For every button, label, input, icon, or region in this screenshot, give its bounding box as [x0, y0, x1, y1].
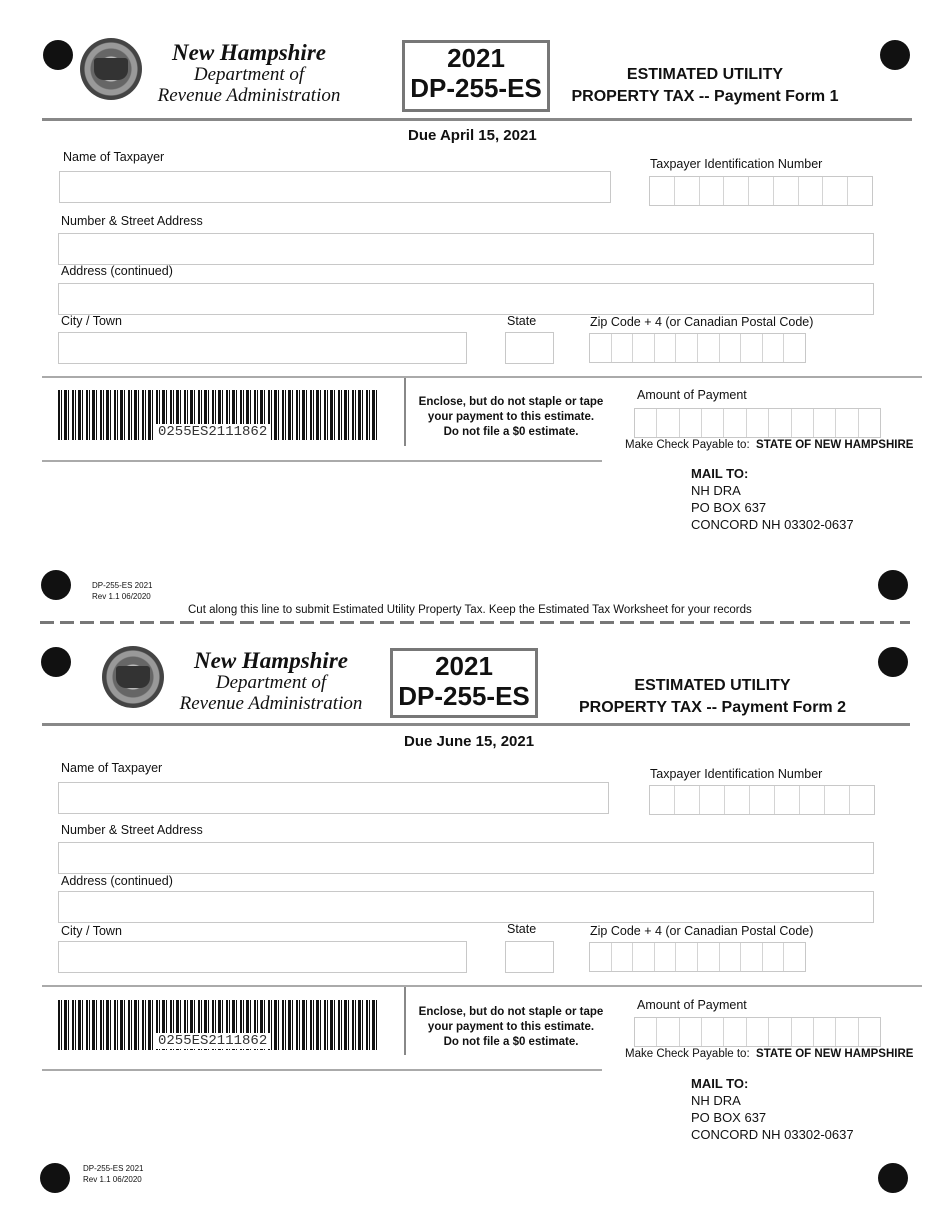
address-continued-field[interactable] — [58, 891, 874, 923]
tin-field[interactable] — [649, 785, 875, 815]
tin-label: Taxpayer Identification Number — [650, 767, 823, 781]
zip-field[interactable] — [589, 942, 806, 972]
header-rule — [42, 118, 912, 121]
state-field[interactable] — [505, 941, 554, 973]
punch-hole-icon — [43, 40, 73, 70]
agency-name: New Hampshire Department of Revenue Administration — [179, 648, 363, 715]
street-label: Number & Street Address — [61, 214, 203, 228]
barcode-number: 0255ES2111862 — [155, 424, 270, 440]
punch-hole-icon — [41, 647, 71, 677]
city-field[interactable] — [58, 941, 467, 973]
mailing-address: MAIL TO: NH DRA PO BOX 637 CONCORD NH 03302-0637 — [691, 466, 854, 532]
state-field[interactable] — [505, 332, 554, 364]
punch-hole-icon — [880, 40, 910, 70]
tin-field[interactable] — [649, 176, 873, 206]
header-rule — [42, 723, 910, 726]
street-address-field[interactable] — [58, 842, 874, 874]
name-label: Name of Taxpayer — [61, 761, 163, 775]
amount-field[interactable] — [634, 1017, 881, 1047]
taxpayer-name-field[interactable] — [58, 782, 609, 814]
form-footer: DP-255-ES 2021 Rev 1.1 06/2020 — [83, 1164, 144, 1184]
state-label: State — [507, 314, 537, 328]
due-date: Due April 15, 2021 — [408, 127, 537, 144]
amount-label: Amount of Payment — [637, 998, 747, 1012]
agency-name: New Hampshire Department of Revenue Administration — [157, 40, 341, 107]
state-seal-icon — [80, 38, 142, 100]
divider — [404, 987, 406, 1055]
divider — [404, 378, 406, 446]
city-label: City / Town — [61, 314, 122, 328]
enclose-instructions: Enclose, but do not staple or tape your payment to this estimate. Do not file a $0 estimate. — [418, 396, 604, 438]
cut-line — [40, 621, 910, 624]
street-label: Number & Street Address — [61, 823, 203, 837]
section-rule — [42, 985, 922, 987]
form-number-box: 2021 DP-255-ES — [390, 648, 538, 718]
zip-field[interactable] — [589, 333, 806, 363]
form-number-box: 2021 DP-255-ES — [402, 40, 550, 112]
amount-label: Amount of Payment — [637, 388, 747, 402]
payable-to: Make Check Payable to: STATE OF NEW HAMPSHIRE — [625, 439, 914, 451]
state-label: State — [507, 922, 537, 936]
zip-label: Zip Code + 4 (or Canadian Postal Code) — [590, 315, 814, 329]
punch-hole-icon — [878, 647, 908, 677]
barcode-number: 0255ES2111862 — [155, 1033, 270, 1049]
enclose-instructions: Enclose, but do not staple or tape your payment to this estimate. Do not file a $0 estimate. — [418, 1006, 604, 1048]
mailing-address: MAIL TO: NH DRA PO BOX 637 CONCORD NH 03302-0637 — [691, 1076, 854, 1142]
address-continued-field[interactable] — [58, 283, 874, 315]
section-rule — [42, 1069, 602, 1071]
amount-field[interactable] — [634, 408, 881, 438]
punch-hole-icon — [41, 570, 71, 600]
zip-label: Zip Code + 4 (or Canadian Postal Code) — [590, 924, 814, 938]
punch-hole-icon — [878, 1163, 908, 1193]
section-rule — [42, 460, 602, 462]
cut-line-instructions: Cut along this line to submit Estimated Utility Property Tax. Keep the Estimated Tax Worksheet for your records — [188, 604, 752, 616]
taxpayer-name-field[interactable] — [59, 171, 611, 203]
address2-label: Address (continued) — [61, 264, 173, 278]
section-rule — [42, 376, 922, 378]
address2-label: Address (continued) — [61, 874, 173, 888]
form-title: ESTIMATED UTILITY PROPERTY TAX -- Payment Form 1 — [571, 66, 839, 105]
street-address-field[interactable] — [58, 233, 874, 265]
punch-hole-icon — [878, 570, 908, 600]
punch-hole-icon — [40, 1163, 70, 1193]
form-footer: DP-255-ES 2021 Rev 1.1 06/2020 — [92, 581, 153, 601]
city-label: City / Town — [61, 924, 122, 938]
due-date: Due June 15, 2021 — [404, 733, 535, 750]
payable-to: Make Check Payable to: STATE OF NEW HAMPSHIRE — [625, 1048, 914, 1060]
tin-label: Taxpayer Identification Number — [650, 157, 823, 171]
state-seal-icon — [102, 646, 164, 708]
city-field[interactable] — [58, 332, 467, 364]
name-label: Name of Taxpayer — [63, 150, 165, 164]
form-title: ESTIMATED UTILITY PROPERTY TAX -- Payment Form 2 — [578, 677, 846, 716]
